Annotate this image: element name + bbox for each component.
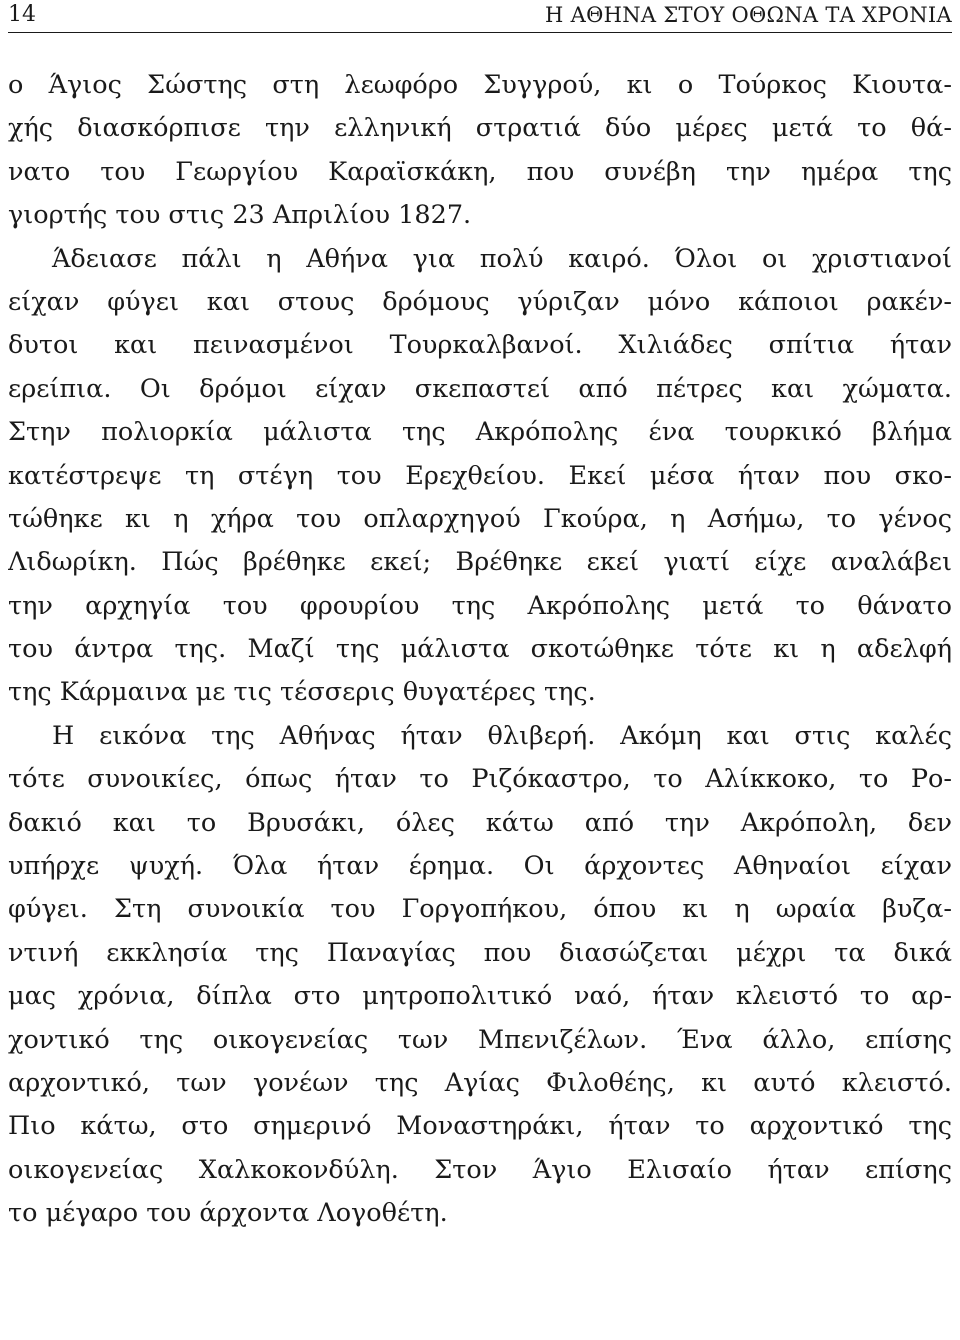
page-number: 14 bbox=[8, 2, 36, 27]
header-rule bbox=[8, 32, 952, 33]
text-line: Η εικόνα της Αθήνας ήταν θλιβερή. Ακόμη και στις καλές bbox=[52, 720, 952, 751]
text-line: μας χρόνια, δίπλα στο μητροπολιτικό ναό, ήταν κλειστό το αρ- bbox=[8, 981, 952, 1012]
text-line: οικογενείας Χαλκοκονδύλη. Στον Άγιο Ελισαίο ήταν επίσης bbox=[8, 1154, 952, 1185]
running-title: Η ΑΘΗΝΑ ΣΤΟΥ ΟΘΩΝΑ ΤΑ ΧΡΟΝΙΑ bbox=[545, 3, 952, 27]
text-line: το μέγαρο του άρχοντα Λογοθέτη. bbox=[8, 1198, 448, 1229]
text-line: είχαν φύγει και στους δρόμους γύριζαν μόνο κάποιοι ρακέν- bbox=[8, 286, 952, 317]
text-line: δακιό και το Βρυσάκι, όλες κάτω από την Ακρόπολη, δεν bbox=[8, 807, 952, 838]
text-line: ερείπια. Οι δρόμοι είχαν σκεπαστεί από πέτρες και χώματα. bbox=[8, 373, 952, 404]
body-text bbox=[8, 64, 952, 1236]
text-line: Λιδωρίκη. Πώς βρέθηκε εκεί; Βρέθηκε εκεί γιατί είχε αναλάβει bbox=[8, 547, 952, 578]
text-line: γιορτής του στις 23 Απριλίου 1827. bbox=[8, 200, 472, 231]
text-line: της Κάρμαινα με τις τέσσερις θυγατέρες της. bbox=[8, 677, 596, 708]
text-line: τώθηκε κι η χήρα του οπλαρχηγού Γκούρα, η Ασήμω, το γένος bbox=[8, 503, 952, 534]
text-line: τότε συνοικίες, όπως ήταν το Ριζόκαστρο, το Αλίκκοκο, το Ρο- bbox=[8, 764, 952, 795]
text-line: δυτοι και πεινασμένοι Τουρκαλβανοί. Χιλιάδες σπίτια ήταν bbox=[8, 330, 952, 361]
text-line: κατέστρεψε τη στέγη του Ερεχθείου. Εκεί μέσα ήταν που σκο- bbox=[8, 460, 952, 491]
text-line: υπήρχε ψυχή. Όλα ήταν έρημα. Οι άρχοντες Αθηναίοι είχαν bbox=[8, 851, 952, 882]
text-line: Άδειασε πάλι η Αθήνα για πολύ καιρό. Όλοι οι χριστιανοί bbox=[52, 243, 952, 274]
text-line: Πιο κάτω, στο σημερινό Μοναστηράκι, ήταν το αρχοντικό της bbox=[8, 1111, 952, 1142]
text-line: χής διασκόρπισε την ελληνική στρατιά δύο μέρες μετά το θά- bbox=[8, 113, 952, 144]
text-line: φύγει. Στη συνοικία του Γοργοπήκου, όπου κι η ωραία βυζα- bbox=[8, 894, 952, 925]
text-line: ο Άγιος Σώστης στη λεωφόρο Συγγρού, κι ο Τούρκος Κιουτα- bbox=[8, 70, 952, 100]
text-line: Στην πολιορκία μάλιστα της Ακρόπολης ένα τουρκικό βλήμα bbox=[8, 417, 952, 448]
text-line: του άντρα της. Μαζί της μάλιστα σκοτώθηκε τότε κι η αδελφή bbox=[8, 634, 952, 665]
page-header bbox=[0, 0, 960, 34]
text-line: ντινή εκκλησία της Παναγίας που διασώζεται μέχρι τα δικά bbox=[8, 937, 952, 968]
text-line: χοντικό της οικογενείας των Μπενιζέλων. Ένα άλλο, επίσης bbox=[8, 1024, 952, 1055]
text-line: νατο του Γεωργίου Καραϊσκάκη, που συνέβη την ημέρα της bbox=[8, 156, 952, 187]
text-line: την αρχηγία του φρουρίου της Ακρόπολης μετά το θάνατο bbox=[8, 590, 952, 621]
text-line: αρχοντικό, των γονέων της Αγίας Φιλοθέης, κι αυτό κλειστό. bbox=[8, 1067, 952, 1098]
